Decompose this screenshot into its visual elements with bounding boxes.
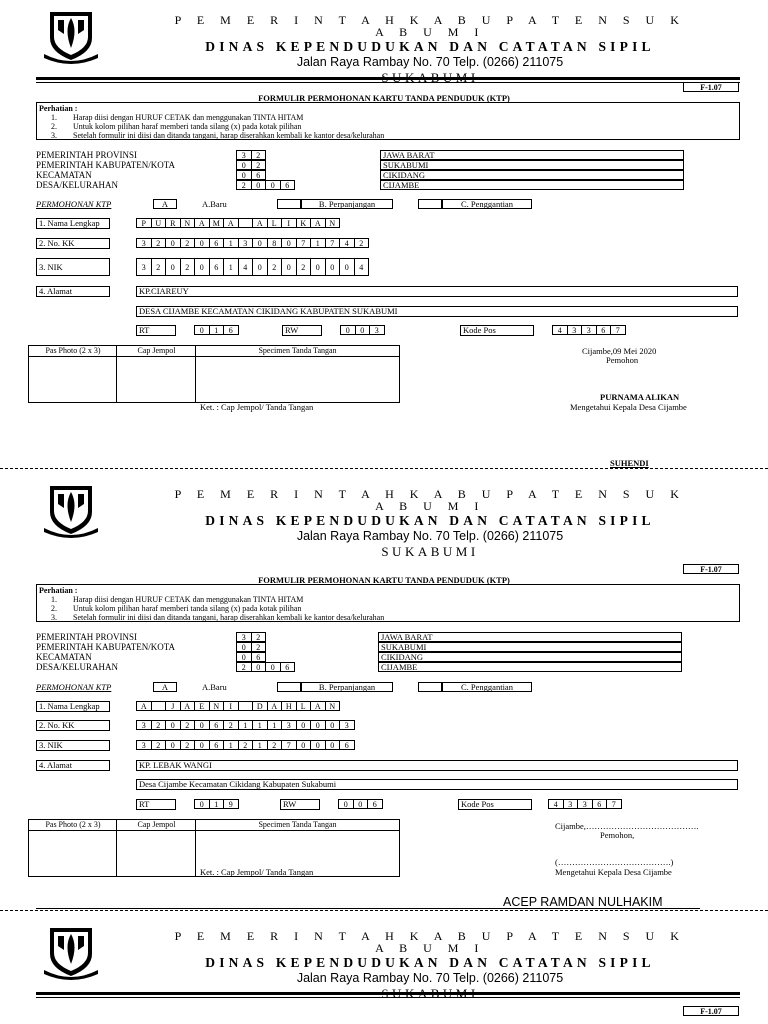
ktp-form-2 (0, 482, 768, 912)
prov-code-cells[interactable]: 3 2 (236, 632, 265, 642)
pemohon-label: Pemohon (606, 355, 639, 365)
photo-header: Pas Photo (2 x 3) (45, 346, 101, 355)
address-line: Jalan Raya Rambay No. 70 Telp. (0266) 211075 (296, 970, 564, 985)
perpanjangan-box[interactable] (277, 682, 301, 692)
desa-name-field[interactable]: CIJAMBE (380, 180, 684, 190)
form-code: F-1.07 (683, 82, 739, 92)
mengetahui-label: Mengetahui Kepala Desa Cijambe (555, 867, 672, 877)
letterhead (170, 930, 690, 1000)
photo-signature-table (28, 345, 400, 403)
label-alamat: 4. Alamat (36, 760, 110, 771)
note-item: 1. Harap diisi dengan HURUF CETAK dan menggunakan TINTA HITAM (51, 113, 304, 122)
agency-line: DINAS KEPENDUDUKAN DAN CATATAN SIPIL (205, 955, 655, 970)
permohonan-label: PERMOHONAN KTP (36, 199, 112, 209)
prov-name-field[interactable]: JAWA BARAT (380, 150, 684, 160)
rw-cells[interactable]: 0 0 3 (340, 325, 384, 335)
nik-cells[interactable]: 3 2 0 2 0 6 1 2 1 2 7 0 0 0 6 (136, 740, 354, 750)
form-code: F-1.07 (683, 1006, 739, 1016)
desa-code-cells[interactable]: 2 0 0 6 (236, 662, 294, 672)
label-kecamatan: KECAMATAN (36, 170, 92, 180)
kk-cells[interactable]: 3 2 0 2 0 6 1 3 0 8 0 7 1 7 4 2 (136, 238, 368, 248)
label-kabupaten: PEMERINTAH KABUPATEN/KOTA (36, 160, 175, 170)
option-penggantian: C. Penggantian (442, 682, 532, 692)
kades-name: SUHENDI (610, 458, 649, 468)
note-item: 3. Setelah formulir ini diisi dan ditanda tangani, harap diserahkan kembali ke kantor desa/kelurahan (51, 613, 385, 622)
note-item: 3. Setelah formulir ini diisi dan ditanda tangani, harap diserahkan kembali ke kantor desa/kelurahan (51, 131, 385, 140)
nik-cells[interactable]: 3 2 0 2 0 6 1 4 0 2 0 2 0 0 0 4 (136, 258, 368, 276)
label-nama: 1. Nama Lengkap (36, 218, 110, 229)
sukabumi-logo-icon (40, 924, 102, 982)
form-title: FORMULIR PERMOHONAN KARTU TANDA PENDUDUK (KTP) (258, 93, 510, 103)
agency-line: DINAS KEPENDUDUKAN DAN CATATAN SIPIL (205, 513, 655, 528)
kab-name-field[interactable]: SUKABUMI (378, 642, 682, 652)
kec-name-field[interactable]: CIKIDANG (380, 170, 684, 180)
perpanjangan-box[interactable] (277, 199, 301, 209)
kab-code-cells[interactable]: 0 2 (236, 160, 265, 170)
kab-name-field[interactable]: SUKABUMI (380, 160, 684, 170)
kec-name-field[interactable]: CIKIDANG (378, 652, 682, 662)
note-item: 2. Untuk kolom pilihan haraf memberi tanda silang (x) pada kotak pilihan (51, 604, 302, 613)
letterhead (170, 488, 690, 558)
cut-line (0, 468, 768, 469)
label-desa: DESA/KELURAHAN (36, 662, 118, 672)
penggantian-box[interactable] (418, 682, 442, 692)
label-rt: RT (136, 799, 176, 810)
label-alamat: 4. Alamat (36, 286, 110, 297)
signer-blank: (………………………………….) (555, 857, 674, 867)
label-provinsi: PEMERINTAH PROVINSI (36, 632, 138, 642)
label-kecamatan: KECAMATAN (36, 652, 92, 662)
gov-line: P E M E R I N T A H K A B U P A T E N S U K A B U M I (174, 487, 686, 513)
alamat-line-2[interactable]: Desa Cijambe Kecamatan Cikidang Kabupaten Sukabumi (136, 779, 738, 790)
desa-code-cells[interactable]: 2 0 0 6 (236, 180, 294, 190)
note-item: 2. Untuk kolom pilihan haraf memberi tanda silang (x) pada kotak pilihan (51, 122, 302, 131)
form-code: F-1.07 (683, 564, 739, 574)
label-nik: 3. NIK (36, 258, 110, 276)
label-kodepos: Kode Pos (460, 325, 534, 336)
agency-line: DINAS KEPENDUDUKAN DAN CATATAN SIPIL (205, 39, 655, 54)
kab-code-cells[interactable]: 0 2 (236, 642, 265, 652)
label-kk: 2. No. KK (36, 238, 110, 249)
permohonan-mark-box[interactable]: A (153, 682, 177, 692)
photo-header: Pas Photo (2 x 3) (45, 820, 101, 829)
option-baru: A.Baru (202, 199, 227, 209)
header-rule (36, 77, 740, 80)
rt-cells[interactable]: 0 1 6 (194, 325, 238, 335)
option-penggantian: C. Penggantian (442, 199, 532, 209)
specimen-header: Specimen Tanda Tangan (258, 346, 337, 355)
header-rule-thin (36, 997, 740, 998)
header-rule (36, 992, 740, 995)
kec-code-cells[interactable]: 0 6 (236, 170, 265, 180)
option-perpanjangan: B. Perpanjangan (301, 199, 393, 209)
kodepos-cells[interactable]: 4 3 3 6 7 (548, 799, 621, 809)
jempol-header: Cap Jempol (137, 820, 176, 829)
label-rt: RT (136, 325, 176, 336)
rw-cells[interactable]: 0 0 6 (338, 799, 382, 809)
ktp-form-1 (0, 0, 768, 470)
ket-caption: Ket. : Cap Jempol/ Tanda Tangan (200, 402, 314, 412)
kec-code-cells[interactable]: 0 6 (236, 652, 265, 662)
desa-name-field[interactable]: CIJAMBE (378, 662, 682, 672)
notes-title: Perhatian : (39, 586, 78, 595)
ket-caption: Ket. : Cap Jempol/ Tanda Tangan (200, 867, 314, 877)
label-nik: 3. NIK (36, 740, 110, 751)
pemohon-label: Pemohon, (600, 830, 635, 840)
notes-box (36, 102, 740, 140)
label-rw: RW (282, 325, 322, 336)
header-rule-thin (36, 82, 740, 83)
penggantian-box[interactable] (418, 199, 442, 209)
label-desa: DESA/KELURAHAN (36, 180, 118, 190)
label-kodepos: Kode Pos (458, 799, 532, 810)
alamat-line-1[interactable]: KP.CIAREUY (136, 286, 738, 297)
nama-cells[interactable]: P U R N A M A A L I K A N (136, 218, 339, 228)
label-rw: RW (280, 799, 320, 810)
gov-line: P E M E R I N T A H K A B U P A T E N S U K A B U M I (174, 929, 686, 955)
kk-cells[interactable]: 3 2 0 2 0 6 2 1 1 1 3 0 0 0 3 (136, 720, 354, 730)
label-kabupaten: PEMERINTAH KABUPATEN/KOTA (36, 642, 175, 652)
address-line: Jalan Raya Rambay No. 70 Telp. (0266) 211075 (296, 54, 564, 69)
rt-cells[interactable]: 0 1 9 (194, 799, 238, 809)
alamat-line-1[interactable]: KP. LEBAK WANGI (136, 760, 738, 771)
note-item: 1. Harap diisi dengan HURUF CETAK dan menggunakan TINTA HITAM (51, 595, 304, 604)
place-date: Cijambe,…………………………………. (555, 821, 699, 831)
address-line: Jalan Raya Rambay No. 70 Telp. (0266) 211075 (296, 528, 564, 543)
permohonan-mark-box[interactable]: A (153, 199, 177, 209)
sukabumi-logo-icon (40, 8, 102, 66)
alamat-line-2[interactable]: DESA CIJAMBE KECAMATAN CIKIDANG KABUPATEN SUKABUMI (136, 306, 738, 317)
place-date: Cijambe,09 Mei 2020 (582, 346, 657, 356)
notes-box (36, 584, 740, 622)
handwritten-name: ACEP RAMDAN NULHAKIM (503, 895, 663, 909)
ktp-form-3 (0, 920, 768, 1024)
prov-code-cells[interactable]: 3 2 (236, 150, 265, 160)
nama-cells[interactable]: A J A E N I D A H L A N (136, 701, 339, 711)
jempol-header: Cap Jempol (137, 346, 176, 355)
label-provinsi: PEMERINTAH PROVINSI (36, 150, 138, 160)
sukabumi-logo-icon (40, 482, 102, 540)
city-line: SUKABUMI (381, 544, 479, 559)
letterhead (170, 14, 690, 84)
notes-title: Perhatian : (39, 104, 78, 113)
cut-line (0, 910, 768, 911)
kodepos-cells[interactable]: 4 3 3 6 7 (552, 325, 625, 335)
form-title: FORMULIR PERMOHONAN KARTU TANDA PENDUDUK (KTP) (258, 575, 510, 585)
option-perpanjangan: B. Perpanjangan (301, 682, 393, 692)
gov-line: P E M E R I N T A H K A B U P A T E N S U K A B U M I (174, 13, 686, 39)
label-nama: 1. Nama Lengkap (36, 701, 110, 712)
option-baru: A.Baru (202, 682, 227, 692)
permohonan-label: PERMOHONAN KTP (36, 682, 112, 692)
specimen-header: Specimen Tanda Tangan (258, 820, 337, 829)
signer-name: PURNAMA ALIKAN (600, 392, 680, 402)
label-kk: 2. No. KK (36, 720, 110, 731)
mengetahui-label: Mengetahui Kepala Desa Cijambe (570, 402, 687, 412)
prov-name-field[interactable]: JAWA BARAT (378, 632, 682, 642)
